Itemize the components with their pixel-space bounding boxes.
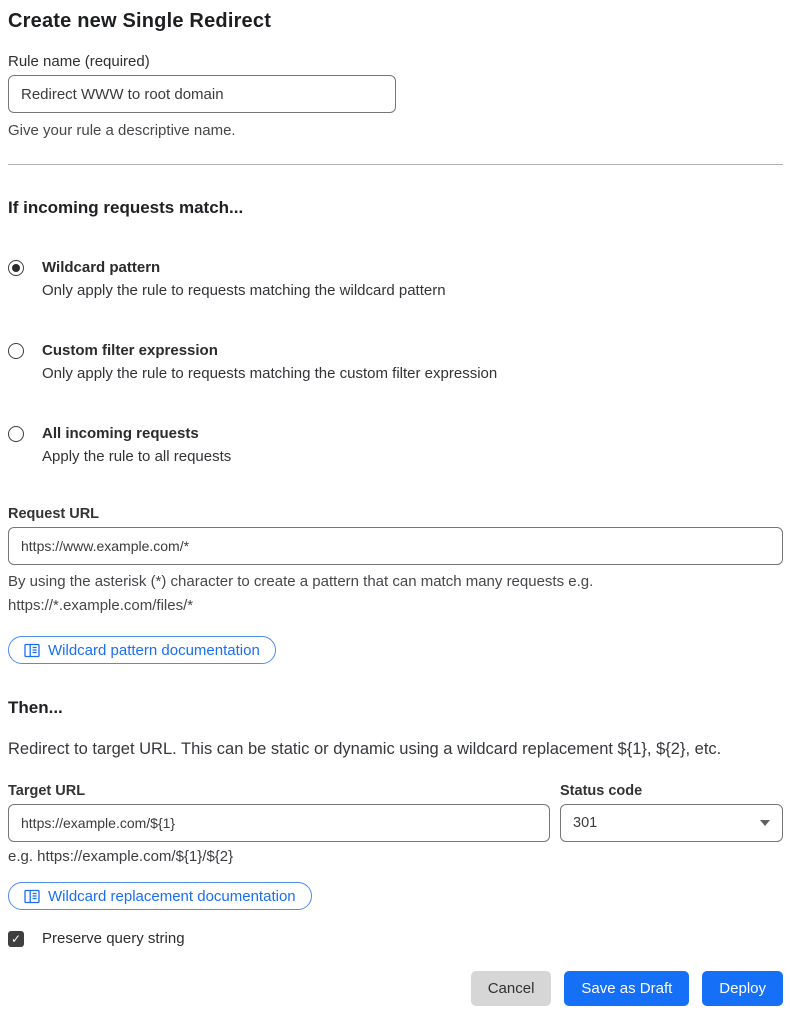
- rule-name-input[interactable]: [8, 75, 396, 113]
- target-url-help: e.g. https://example.com/${1}/${2}: [8, 848, 234, 865]
- doc-button-label: Wildcard pattern documentation: [48, 641, 260, 659]
- then-section-heading: Then...: [8, 698, 63, 717]
- radio-unselected-icon[interactable]: [8, 426, 24, 442]
- radio-label: Custom filter expression: [42, 342, 218, 359]
- radio-description: Only apply the rule to requests matching the wildcard pattern: [42, 282, 446, 299]
- status-code-select[interactable]: [560, 804, 783, 842]
- deploy-button[interactable]: Deploy: [702, 971, 783, 1006]
- radio-option-all-requests[interactable]: [8, 424, 783, 468]
- request-url-help-line2: https://*.example.com/files/*: [8, 597, 194, 614]
- save-as-draft-button[interactable]: Save as Draft: [564, 971, 689, 1006]
- status-code-label: Status code: [560, 783, 643, 799]
- then-description: Redirect to target URL. This can be static or dynamic using a wildcard replacement ${1}, ${2}, etc.: [8, 740, 722, 758]
- cancel-button[interactable]: Cancel: [471, 971, 552, 1006]
- match-section-heading: If incoming requests match...: [8, 198, 244, 217]
- radio-label: Wildcard pattern: [42, 259, 161, 276]
- doc-button-label: Wildcard replacement documentation: [48, 887, 296, 905]
- section-divider: [8, 164, 783, 165]
- radio-description: Apply the rule to all requests: [42, 448, 232, 465]
- checkbox-checked-icon[interactable]: ✓: [8, 931, 24, 947]
- target-url-field: [8, 783, 550, 865]
- target-url-label: Target URL: [8, 783, 86, 799]
- status-code-field: [560, 783, 783, 865]
- radio-label: All incoming requests: [42, 425, 199, 442]
- rule-name-help: Give your rule a descriptive name.: [8, 122, 236, 139]
- preserve-query-string-row[interactable]: [8, 930, 783, 947]
- page-title: Create new Single Redirect: [8, 10, 272, 32]
- radio-selected-icon[interactable]: [8, 260, 24, 276]
- match-type-radio-group: [8, 258, 783, 468]
- book-icon: [24, 643, 40, 658]
- radio-option-wildcard-pattern[interactable]: [8, 258, 783, 302]
- preserve-query-string-label: Preserve query string: [42, 930, 185, 947]
- wildcard-replacement-doc-button[interactable]: [8, 882, 312, 910]
- chevron-down-icon: [760, 820, 770, 826]
- request-url-help-line1: By using the asterisk (*) character to create a pattern that can match many requests e.g.: [8, 573, 594, 590]
- request-url-label: Request URL: [8, 506, 100, 522]
- request-url-input[interactable]: [8, 527, 783, 565]
- radio-unselected-icon[interactable]: [8, 343, 24, 359]
- rule-name-label: Rule name (required): [8, 53, 150, 70]
- radio-description: Only apply the rule to requests matching the custom filter expression: [42, 365, 498, 382]
- target-url-input[interactable]: [8, 804, 550, 842]
- book-icon: [24, 889, 40, 904]
- footer-actions: [8, 971, 783, 1006]
- request-url-help: [8, 570, 783, 618]
- radio-option-custom-filter[interactable]: [8, 341, 783, 385]
- status-code-value: 301: [573, 815, 598, 831]
- wildcard-pattern-doc-button[interactable]: [8, 636, 276, 664]
- target-status-row: [8, 783, 783, 865]
